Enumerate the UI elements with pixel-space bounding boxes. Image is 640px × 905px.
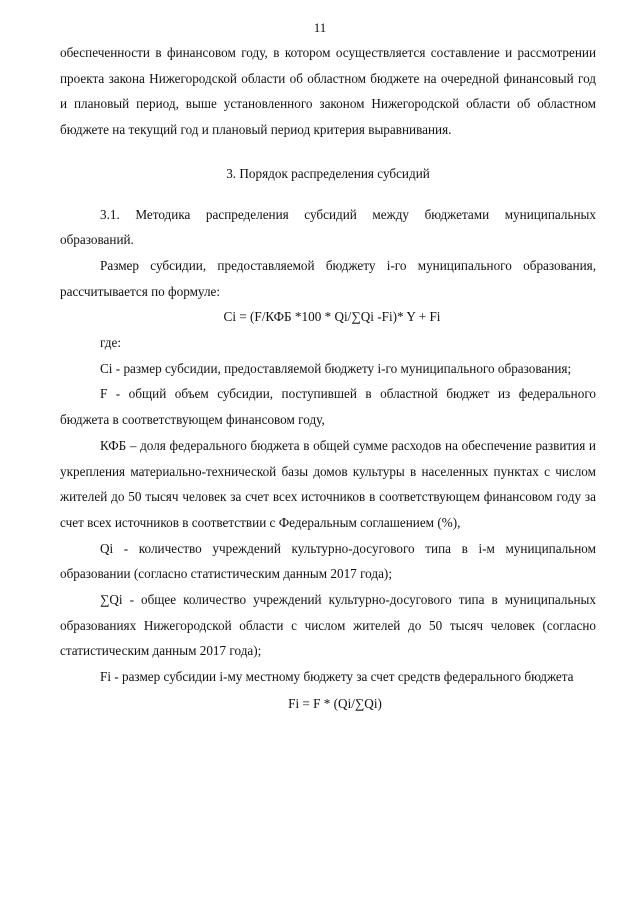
definition-fi: Fi - размер субсидии i-му местному бюджету за счет средств федерального бюджета [100, 669, 574, 685]
fi-formula: Fi = F * (Qi/∑Qi) [288, 695, 382, 711]
section-heading: 3. Порядок распределения субсидий [226, 165, 430, 181]
definition-qi: Qi - количество учреждений культурно-досугового типа в i-м муниципальном образовании (согласно статистическим данным 2017 года); [60, 540, 596, 582]
definition-f: F - общий объем субсидии, поступившей в областной бюджет из федерального бюджета в соответствующем финансовом году, [60, 386, 596, 428]
subsidy-formula: Ci = (F/КФБ *100 * Qi/∑Qi -Fi)* Y + Fi [223, 309, 441, 325]
clause-3-1: 3.1. Методика распределения субсидий между бюджетами муниципальных образований. [60, 206, 596, 248]
continuation-paragraph: обеспеченности в финансовом году, в котором осуществляется составление и рассмотрении проекта закона Нижегородской области об областном бюджете на очередной финансовый год и плановый период, выше установленного законом Нижегородской области об областном бюджете на текущий год и плановый период критерия выравнивания. [60, 45, 596, 138]
formula-intro-paragraph: Размер субсидии, предоставляемой бюджету i-го муниципального образования, рассчитывается по формуле: [60, 257, 596, 299]
where-label: где: [100, 335, 121, 351]
definition-kfb: КФБ – доля федерального бюджета в общей сумме расходов на обеспечение развития и укрепления материально-технической базы домов культуры в населенных пунктах с числом жителей до 50 тысяч человек за счет всех источников в соответствующем финансовом году за счет всех источников в соответствии с Федеральным соглашением (%), [60, 437, 596, 530]
page-number: 11 [313, 20, 327, 35]
page-body [60, 40, 596, 717]
definition-ci: Ci - размер субсидии, предоставляемой бюджету i-го муниципального образования; [100, 360, 572, 376]
definition-sum-qi: ∑Qi - общее количество учреждений культурно-досугового типа в муниципальных образованиях Нижегородской области с числом жителей до 50 тысяч человек (согласно статистическим данным 2017 года); [60, 592, 596, 659]
